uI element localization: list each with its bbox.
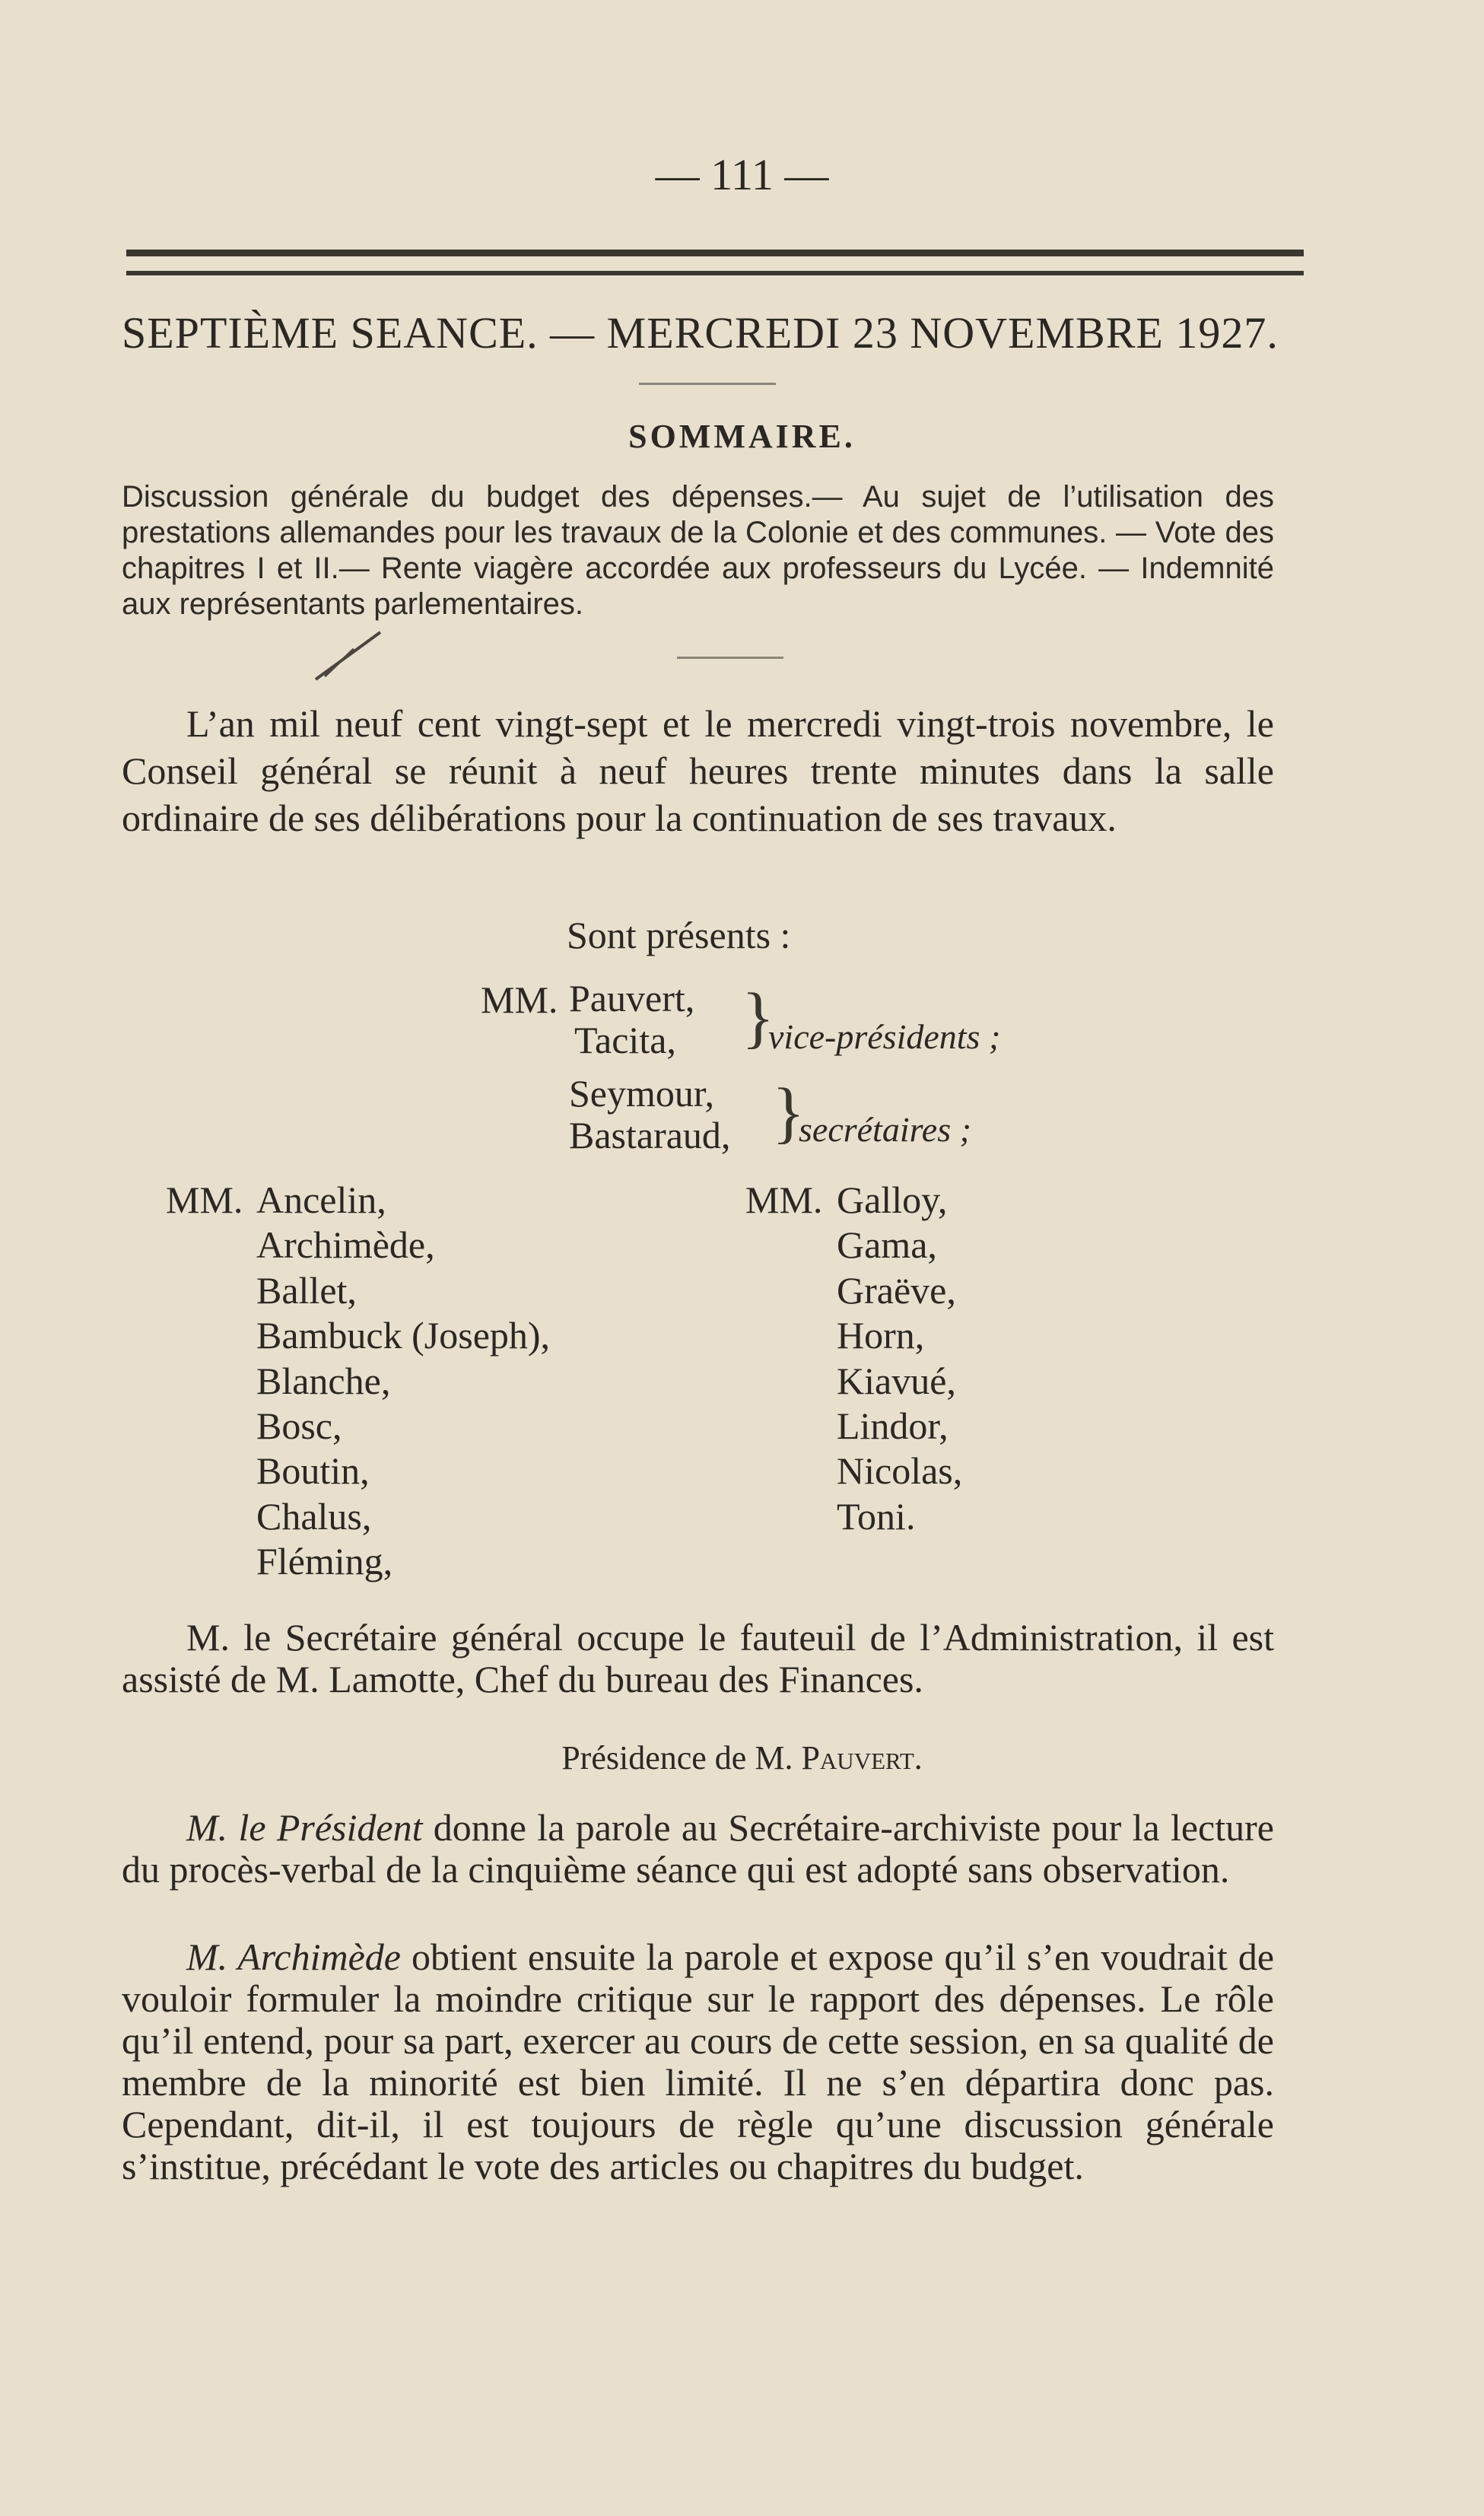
page-number: — 111 — <box>655 150 829 199</box>
member-name: Horn, <box>837 1314 925 1357</box>
member-name: Toni. <box>837 1494 916 1538</box>
member-name: Galloy, <box>837 1178 948 1221</box>
member-name: Chalus, <box>256 1494 372 1538</box>
opening-text: L’an mil neuf cent vingt-sept et le mercredi vingt-trois novembre, le Conseil général se réunit à neuf heures trente minutes dans la salle ordinaire de ses délibérations pour la continuation de ses travaux. <box>122 702 1274 839</box>
members-list-right <box>837 1178 962 1539</box>
secretaires-label: secrétaires ; <box>799 1110 971 1149</box>
admin-paragraph <box>122 1617 1274 1700</box>
pv-paragraph <box>122 1807 1274 1891</box>
mm-label-left: MM. <box>166 1178 243 1221</box>
speaker-archimede: M. Archimède <box>186 1936 401 1978</box>
separator-dash <box>639 383 776 385</box>
separator-dash-2 <box>677 657 783 659</box>
presidence-line <box>0 1738 1484 1777</box>
member-name: Boutin, <box>256 1449 370 1493</box>
speaker-president: M. le Président <box>186 1806 423 1849</box>
mm-label-officers: MM. <box>481 978 558 1021</box>
presidence-prefix: Présidence de M. <box>561 1739 793 1776</box>
member-name: Graëve, <box>837 1268 956 1312</box>
session-title: SEPTIÈME SEANCE. — MERCREDI 23 NOVEMBRE 1927. <box>122 308 1279 358</box>
vice-presidents-label: vice-présidents ; <box>768 1017 1001 1056</box>
brace-secretaires: } <box>772 1075 806 1150</box>
member-name: Archimède, <box>256 1223 435 1267</box>
archimede-text: obtient ensuite la parole et expose qu’il s’en voudrait de vouloir formuler la moindre critique sur le rapport des dépenses. Le rôle qu’il entend, pour sa part, exercer au cours de cette session, en sa qualité de membre de la minorité est bien limité. Il ne s’en départira donc pas. Cependant, dit-il, il est toujours de règle qu’une discussion générale s’institue, précédant le vote des articles ou chapitres du budget. <box>122 1936 1275 2187</box>
pv-text: donne la parole au Secrétaire-archiviste pour la lecture du procès-verbal de la cinquième séance qui est adopté sans observation. <box>122 1806 1274 1891</box>
brace-vice-presidents: } <box>742 980 775 1055</box>
vice-president-name: Tacita, <box>574 1019 676 1061</box>
opening-paragraph <box>122 700 1274 841</box>
double-rule-bottom <box>126 271 1304 275</box>
member-name: Kiavué, <box>837 1359 956 1402</box>
member-name: Gama, <box>837 1223 937 1267</box>
members-list-left <box>256 1178 550 1585</box>
secretaire-name: Seymour, <box>569 1072 715 1115</box>
presents-heading: Sont présents : <box>567 914 791 956</box>
member-name: Nicolas, <box>837 1449 963 1493</box>
member-name: Fléming, <box>256 1540 393 1583</box>
sommaire-text: Discussion générale du budget des dépenses.— Au sujet de l’utilisation des prestations allemandes pour les travaux de la Colonie et des communes. — Vote des chapitres I et II.— Rente viagère accordée aux professeurs du Lycée. — Indemnité aux représentants parlementaires. <box>122 480 1274 621</box>
member-name: Blanche, <box>256 1359 391 1402</box>
vice-president-name: Pauvert, <box>569 977 695 1019</box>
secretaire-name: Bastaraud, <box>569 1114 731 1156</box>
member-name: Lindor, <box>837 1404 949 1448</box>
admin-text: M. le Secrétaire général occupe le fauteuil de l’Administration, il est assisté de M. Lamotte, Chef du bureau des Finances. <box>122 1616 1274 1700</box>
double-rule-top <box>126 250 1304 256</box>
archimede-paragraph <box>122 1936 1274 2187</box>
member-name: Ballet, <box>256 1268 357 1312</box>
member-name: Bosc, <box>256 1404 342 1448</box>
sommaire-heading: SOMMAIRE. <box>628 418 856 455</box>
member-name: Bambuck (Joseph), <box>256 1314 551 1357</box>
presidence-name: Pauvert. <box>801 1739 923 1776</box>
mm-label-right: MM. <box>745 1178 823 1221</box>
member-name: Ancelin, <box>256 1178 386 1221</box>
pencil-mark-icon <box>308 626 392 687</box>
